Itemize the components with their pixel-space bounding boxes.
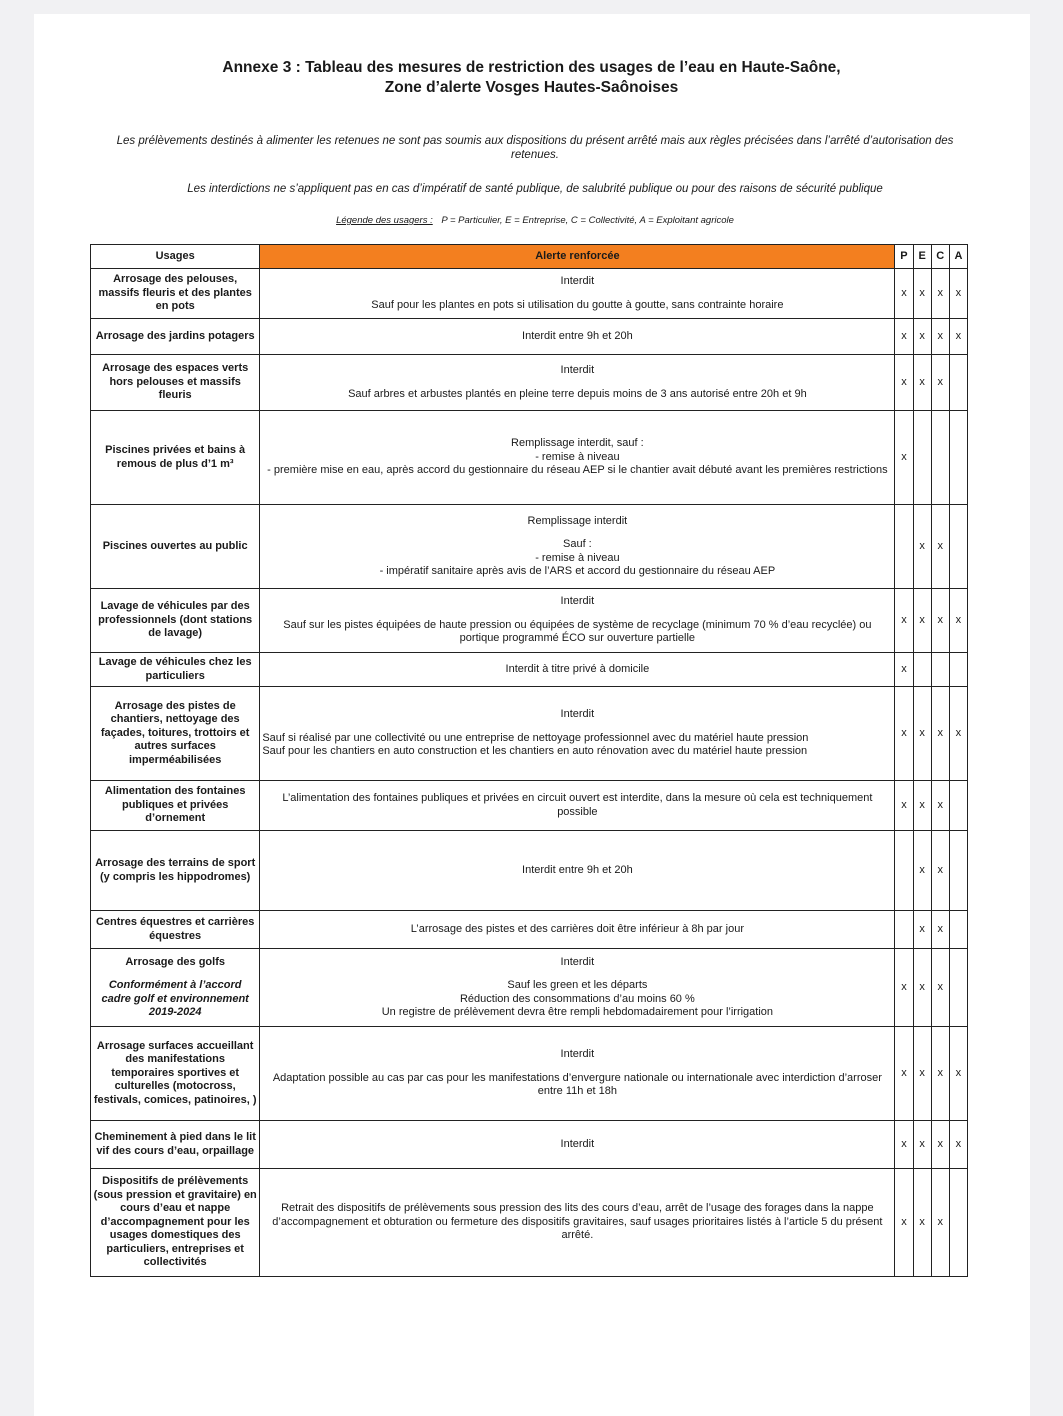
table-row <box>91 505 968 589</box>
usage-cell: Lavage de véhicules par des professionnels (dont stations de lavage) <box>91 589 260 653</box>
mark-p: x <box>895 781 913 831</box>
measure-line: Réduction des consommations d’au moins 60 % <box>459 992 695 1005</box>
table-row <box>91 269 968 319</box>
mark-a: x <box>949 319 967 355</box>
mark-a <box>949 653 967 687</box>
measure-cell: Retrait des dispositifs de prélèvements sous pression des lits des cours d’eau, arrêt de l’usage des forages dans la nappe d’accompagnement et obturation ou fermeture des dispositifs gravitaires, sauf usages prioritaires listés à l’article 5 du présent arrêté. <box>260 1169 895 1277</box>
header-a: A <box>949 245 967 269</box>
measure-cell <box>260 411 895 505</box>
mark-c: x <box>931 1027 949 1121</box>
table-row <box>91 1027 968 1121</box>
measure-line: Sauf si réalisé par une collectivité ou une entreprise de nettoyage professionnel avec du matériel haute pression <box>262 731 809 744</box>
mark-c: x <box>931 505 949 589</box>
mark-a <box>949 831 967 911</box>
mark-p: x <box>895 269 913 319</box>
header-e: E <box>913 245 931 269</box>
mark-e: x <box>913 781 931 831</box>
measure-line: Un registre de prélèvement devra être rempli hebdomadairement pour l’irrigation <box>381 1006 774 1018</box>
mark-a <box>949 355 967 411</box>
mark-p: x <box>895 1169 913 1277</box>
measure-line: Interdit <box>560 1048 595 1061</box>
mark-e: x <box>913 355 931 411</box>
mark-e: x <box>913 949 931 1027</box>
usage-cell: Arrosage surfaces accueillant des manifestations temporaires sportives et culturelles (motocross, festivals, comices, patinoires, ) <box>91 1027 260 1121</box>
table-row <box>91 1169 968 1277</box>
mark-c: x <box>931 781 949 831</box>
mark-p: x <box>895 319 913 355</box>
usage-cell: Alimentation des fontaines publiques et privées d’ornement <box>91 781 260 831</box>
measure-cell <box>260 505 895 589</box>
mark-c: x <box>931 911 949 949</box>
mark-c: x <box>931 949 949 1027</box>
measure-line: Sauf arbres et arbustes plantés en pleine terre depuis moins de 3 ans autorisé entre 20h et 9h <box>348 387 807 400</box>
measure-line: Sauf pour les plantes en pots si utilisation du goutte à goutte, sans contrainte horaire <box>371 298 784 311</box>
table-row <box>91 831 968 911</box>
mark-p <box>895 831 913 911</box>
usage-cell: Cheminement à pied dans le lit vif des cours d’eau, orpaillage <box>91 1121 260 1169</box>
mark-e: x <box>913 1027 931 1121</box>
mark-a: x <box>949 269 967 319</box>
measure-cell: L’alimentation des fontaines publiques et privées en circuit ouvert est interdite, dans la mesure où cela est techniquement possible <box>260 781 895 831</box>
legend-label: Légende des usagers : <box>336 215 433 226</box>
usage-title: Arrosage des golfs <box>125 955 225 968</box>
mark-p: x <box>895 589 913 653</box>
mark-c: x <box>931 1169 949 1277</box>
measure-line: Sauf pour les chantiers en auto construction et les chantiers en auto rénovation avec du matériel haute pression <box>262 745 808 758</box>
mark-e: x <box>913 831 931 911</box>
note-interdictions: Les interdictions ne s’appliquent pas en cas d’impératif de santé publique, de salubrité publique ou pour des raisons de sécurité publique <box>187 183 883 195</box>
mark-a <box>949 505 967 589</box>
header-alerte-renforcee: Alerte renforcée <box>260 245 895 269</box>
measure-cell: Interdit <box>260 1121 895 1169</box>
title-line-2: Zone d’alerte Vosges Hautes-Saônoises <box>384 79 679 96</box>
mark-p: x <box>895 411 913 505</box>
mark-a <box>949 1169 967 1277</box>
mark-c: x <box>931 687 949 781</box>
mark-c: x <box>931 831 949 911</box>
measure-line: Interdit <box>560 364 595 376</box>
mark-c: x <box>931 269 949 319</box>
table-row <box>91 411 968 505</box>
mark-e: x <box>913 687 931 781</box>
table-row <box>91 687 968 781</box>
measure-line: - remise à niveau <box>535 551 620 564</box>
mark-e <box>913 653 931 687</box>
mark-e <box>913 411 931 505</box>
usage-cell: Dispositifs de prélèvements (sous pression et gravitaire) en cours d’eau et nappe d’accompagnement pour les usages domestiques des particuliers, entreprises et collectivités <box>91 1169 260 1277</box>
mark-e: x <box>913 269 931 319</box>
mark-p: x <box>895 949 913 1027</box>
legend <box>300 215 770 226</box>
header-usages: Usages <box>91 245 260 269</box>
mark-a: x <box>949 1027 967 1121</box>
usage-note: Conformément à l’accord cadre golf et environnement 2019-2024 <box>101 979 249 1018</box>
measure-line: Adaptation possible au cas par cas pour les manifestations d’envergure nationale ou internationale avec interdiction d’arroser entre 11h et 18h <box>272 1071 882 1098</box>
mark-c: x <box>931 589 949 653</box>
mark-c <box>931 653 949 687</box>
mark-a: x <box>949 1121 967 1169</box>
measure-cell <box>260 355 895 411</box>
mark-p: x <box>895 687 913 781</box>
note-retenues: Les prélèvements destinés à alimenter les retenues ne sont pas soumis aux dispositions du présent arrêté mais aux règles précisées dans l’arrêté d’autorisation des retenues. <box>116 135 954 161</box>
measure-line: Interdit <box>560 595 595 608</box>
measure-line: Sauf : <box>563 538 592 550</box>
measure-cell <box>260 1027 895 1121</box>
measure-line: Remplissage interdit, sauf : <box>511 437 644 450</box>
mark-p <box>895 505 913 589</box>
measure-line: Remplissage interdit <box>527 514 628 527</box>
mark-e: x <box>913 319 931 355</box>
mark-p: x <box>895 355 913 411</box>
mark-c: x <box>931 319 949 355</box>
measure-line: Interdit <box>560 275 595 287</box>
table-row <box>91 319 968 355</box>
measure-cell <box>260 949 895 1027</box>
measure-cell: Interdit à titre privé à domicile <box>260 653 895 687</box>
restrictions-table <box>90 244 968 1277</box>
mark-a <box>949 911 967 949</box>
mark-p: x <box>895 653 913 687</box>
measure-line: Sauf les green et les départs <box>507 979 648 991</box>
measure-line: - impératif sanitaire après avis de l’ARS et accord du gestionnaire du réseau AEP <box>379 565 776 577</box>
table-row <box>91 1121 968 1169</box>
legend-text: P = Particulier, E = Entreprise, C = Collectivité, A = Exploitant agricole <box>441 215 734 226</box>
usage-cell: Arrosage des pelouses, massifs fleuris et des plantes en pots <box>91 269 260 319</box>
mark-p: x <box>895 1027 913 1121</box>
usage-cell: Arrosage des espaces verts hors pelouses et massifs fleuris <box>91 355 260 411</box>
mark-e: x <box>913 911 931 949</box>
table-row <box>91 589 968 653</box>
mark-e: x <box>913 505 931 589</box>
measure-cell: Interdit entre 9h et 20h <box>260 831 895 911</box>
usage-cell: Arrosage des pistes de chantiers, nettoyage des façades, toitures, trottoirs et autres surfaces imperméabilisées <box>91 687 260 781</box>
measure-cell <box>260 589 895 653</box>
measure-cell <box>260 687 895 781</box>
usage-cell: Arrosage des terrains de sport (y compris les hippodromes) <box>91 831 260 911</box>
mark-a <box>949 411 967 505</box>
usage-cell: Arrosage des jardins potagers <box>91 319 260 355</box>
measure-line: Interdit <box>560 708 595 721</box>
usage-cell: Centres équestres et carrières équestres <box>91 911 260 949</box>
table-row <box>91 653 968 687</box>
measure-cell <box>260 269 895 319</box>
usage-cell: Piscines privées et bains à remous de plus d’1 m³ <box>91 411 260 505</box>
usage-cell: Lavage de véhicules chez les particuliers <box>91 653 260 687</box>
mark-p: x <box>895 1121 913 1169</box>
measure-line: - première mise en eau, après accord du gestionnaire du réseau AEP si le chantier avait débuté avant les premières restrictions <box>267 464 888 477</box>
measure-cell: L’arrosage des pistes et des carrières doit être inférieur à 8h par jour <box>260 911 895 949</box>
table-row <box>91 911 968 949</box>
measure-line: Interdit <box>560 955 595 968</box>
mark-c: x <box>931 1121 949 1169</box>
mark-a: x <box>949 687 967 781</box>
header-c: C <box>931 245 949 269</box>
mark-c: x <box>931 355 949 411</box>
measure-line: Sauf sur les pistes équipées de haute pression ou équipées de système de recyclage (minimum 70 % d’eau recyclée) ou portique programmé ÉCO sur ouverture partielle <box>283 618 872 645</box>
table-row <box>91 781 968 831</box>
mark-a <box>949 781 967 831</box>
document-title <box>0 58 1063 98</box>
usage-cell: Piscines ouvertes au public <box>91 505 260 589</box>
mark-e: x <box>913 589 931 653</box>
title-line-1: Annexe 3 : Tableau des mesures de restriction des usages de l’eau en Haute-Saône, <box>222 59 841 76</box>
mark-e: x <box>913 1169 931 1277</box>
usage-cell <box>91 949 260 1027</box>
mark-e: x <box>913 1121 931 1169</box>
header-p: P <box>895 245 913 269</box>
table-header-row <box>91 245 968 269</box>
mark-a: x <box>949 589 967 653</box>
table-row <box>91 949 968 1027</box>
mark-c <box>931 411 949 505</box>
measure-cell: Interdit entre 9h et 20h <box>260 319 895 355</box>
mark-a <box>949 949 967 1027</box>
measure-line: - remise à niveau <box>535 450 620 463</box>
mark-p <box>895 911 913 949</box>
table-row <box>91 355 968 411</box>
